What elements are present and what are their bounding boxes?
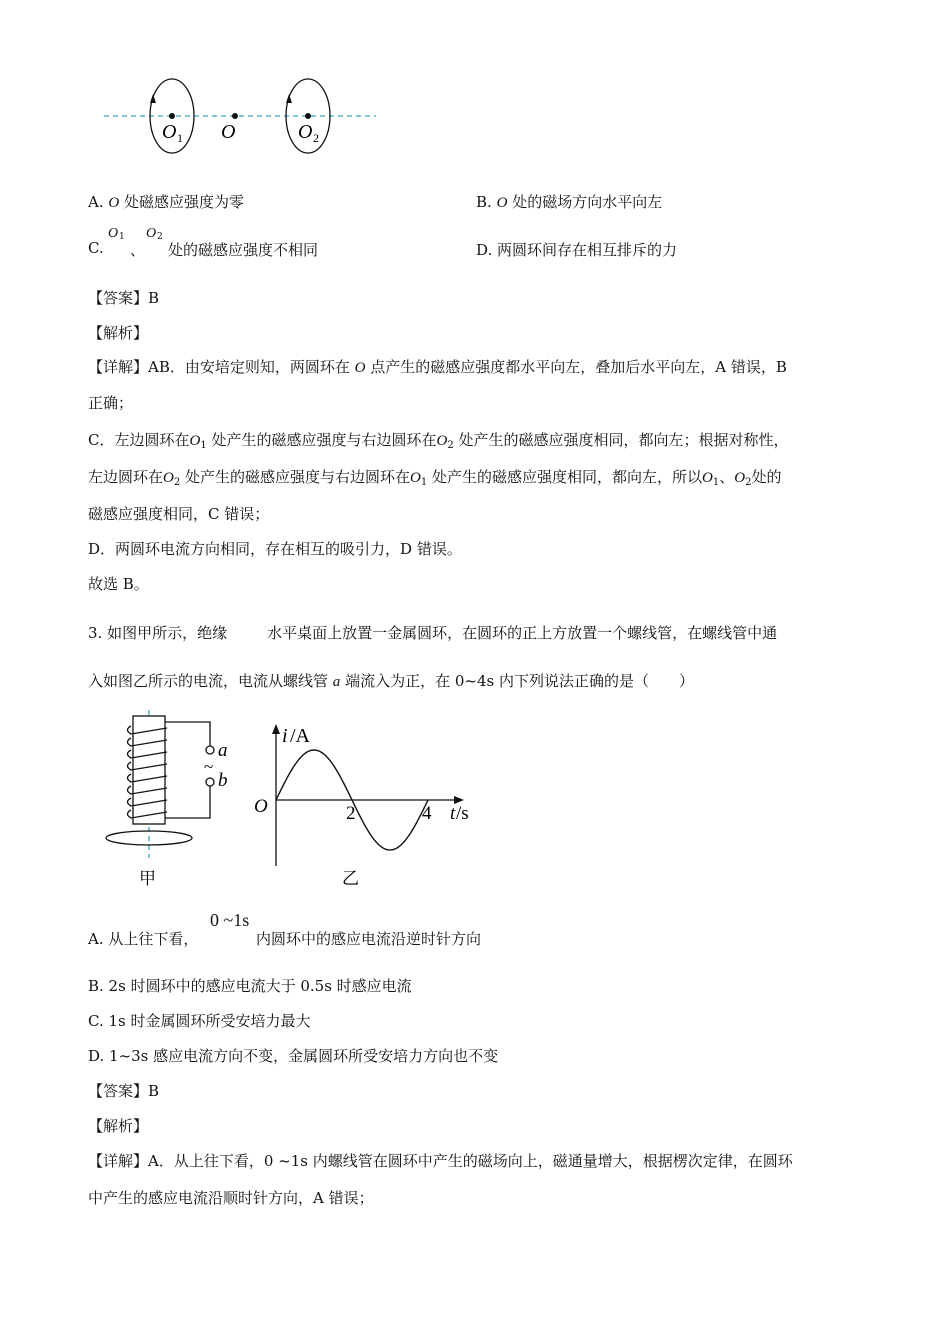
label-o1: O	[162, 121, 177, 143]
q2-detail-line3: C．左边圆环在$O_1$ 处产生的磁感应强度与右边圆环在$O_2$ 处产生的磁感应强度相同，都向左；根据对称性，	[88, 431, 789, 451]
tick-4: 4	[422, 803, 432, 824]
q2-detail-line7: 故选 B。	[88, 575, 149, 593]
q3-analysis-label: 【解析】	[88, 1117, 149, 1135]
origin-label: O	[254, 796, 268, 817]
label-tilde: ~	[204, 757, 214, 776]
caption-jia: 甲	[139, 869, 156, 888]
solenoid-figure	[100, 708, 240, 893]
y-axis-arrow-icon	[272, 724, 280, 734]
q2-detail-line4: 左边圆环在$O_2$ 处产生的磁感应强度与右边圆环在$O_1$ 处产生的磁感应强度相同，都向左，所以$O_1$、$O_2$处的	[88, 468, 782, 488]
left-ring-arrow-icon	[150, 94, 156, 103]
label-o1-sub: 1	[177, 131, 183, 145]
q2-option-d: D. 两圆环间存在相互排斥的力	[476, 241, 678, 259]
label-b: b	[218, 770, 228, 791]
o-dot	[232, 113, 238, 119]
q2-analysis-label: 【解析】	[88, 324, 149, 342]
solenoid-core	[133, 716, 165, 824]
wire-top	[165, 722, 210, 746]
label-o: O	[221, 121, 236, 143]
terminal-b	[206, 778, 214, 786]
q2-option-a: A. O 处磁感应强度为零	[88, 193, 245, 211]
q3-option-b: B. 2s 时圆环中的感应电流大于 0.5s 时感应电流	[88, 977, 412, 995]
right-ring-arrow-icon	[286, 94, 292, 103]
ylabel-unit: /A	[290, 725, 310, 747]
q3-answer: 【答案】B	[88, 1082, 160, 1100]
label-o2-sub: 2	[313, 131, 319, 145]
q3-stem-line1: 3. 如图甲所示，绝缘 水平桌面上放置一金属圆环，在圆环的正上方放置一个螺线管，在螺线管中通	[88, 624, 778, 642]
q2-detail-line6: D．两圆环电流方向相同，存在相互的吸引力，D 错误。	[88, 540, 462, 558]
ylabel-i: i	[282, 725, 288, 747]
q3-detail-line2: 中产生的感应电流沿顺时针方向，A 错误；	[88, 1189, 374, 1207]
o2-dot	[305, 113, 311, 119]
q2-detail-line5: 磁感应强度相同，C 错误；	[88, 505, 270, 523]
q2-option-b: B. O 处的磁场方向水平向左	[476, 193, 663, 211]
label-o2: O	[298, 121, 313, 143]
q2-detail-line1: 【详解】AB．由安培定则知，两圆环在 O 点产生的磁感应强度都水平向左，叠加后水平向左，A 错误，B	[88, 358, 787, 376]
wire-bottom	[165, 786, 210, 818]
two-rings-figure	[100, 70, 390, 160]
current-graph	[248, 716, 488, 896]
q2-answer: 【答案】B	[88, 289, 160, 307]
terminal-a	[206, 746, 214, 754]
xlabel-t: t	[450, 803, 456, 824]
q3-option-d: D. 1~3s 感应电流方向不变，金属圆环所受安培力方向也不变	[88, 1047, 499, 1065]
q3-option-c: C. 1s 时金属圆环所受安培力最大	[88, 1012, 311, 1030]
o1-dot	[169, 113, 175, 119]
tick-2: 2	[346, 803, 356, 824]
q2-detail-line2: 正确；	[88, 394, 134, 412]
q3-detail-line1: 【详解】A．从上往下看，0 ~1s 内螺线管在圆环中产生的磁场向上，磁通量增大，根据楞次定律，在圆环	[88, 1152, 793, 1170]
label-a: a	[218, 740, 228, 761]
xlabel-unit: /s	[456, 803, 469, 824]
caption-yi: 乙	[342, 869, 359, 888]
q3-stem-line2: 入如图乙所示的电流，电流从螺线管 a 端流入为正，在 0~4s 内下列说法正确的是（ ）	[88, 672, 694, 690]
